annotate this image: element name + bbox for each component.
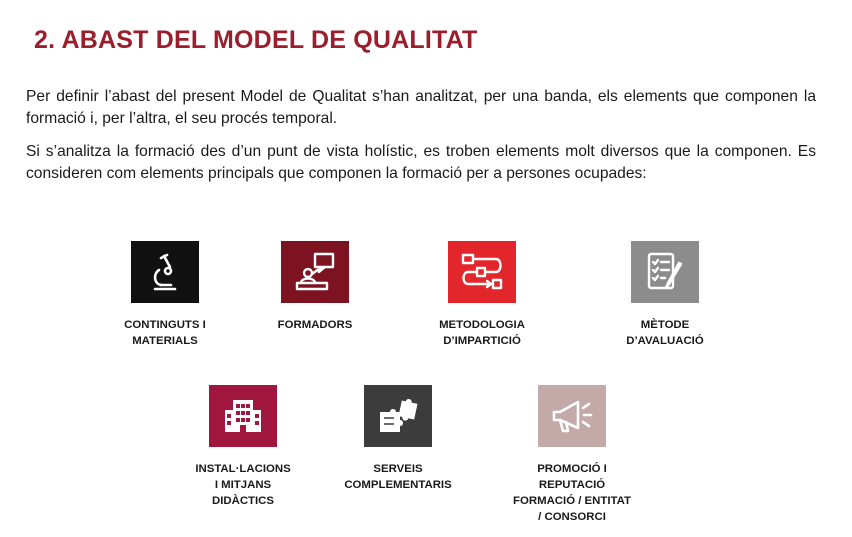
element-methodology [407, 241, 557, 349]
element-facilities [168, 385, 318, 509]
element-label: MÈTODE D’AVALUACIÓ [626, 319, 704, 347]
element-complementary-services [323, 385, 473, 493]
microscope-icon [141, 250, 189, 294]
element-label: CONTINGUTS I MATERIALS [124, 319, 206, 347]
section-title: 2. ABAST DEL MODEL DE QUALITAT [34, 26, 478, 54]
element-tile [209, 385, 277, 447]
element-tile [631, 241, 699, 303]
element-label: INSTAL·LACIONS I MITJANS DIDÀCTICS [195, 463, 291, 507]
element-contents-materials [90, 241, 240, 349]
element-tile [538, 385, 606, 447]
element-tile [281, 241, 349, 303]
holistic-paragraph: Si s’analitza la formació des d’un punt de vista holístic, es troben elements molt diversos que la componen. Es consideren com elements principals que componen la formació per a persones ocupades: [26, 143, 816, 182]
megaphone-icon [548, 394, 596, 438]
element-label: METODOLOGIA D’IMPARTICIÓ [439, 319, 525, 347]
element-promotion-reputation [497, 385, 647, 525]
element-label: FORMADORS [277, 319, 353, 331]
element-evaluation-method [590, 241, 740, 349]
element-tile [448, 241, 516, 303]
element-tile [364, 385, 432, 447]
element-label: SERVEIS COMPLEMENTARIS [344, 463, 452, 491]
element-tile [131, 241, 199, 303]
element-trainers [240, 241, 390, 333]
checklist-pencil-icon [641, 250, 689, 294]
intro-paragraph: Per definir l’abast del present Model de Qualitat s’han analitzat, per una banda, els elements que componen la formació i, per l’altra, el seu procés temporal. [26, 88, 816, 127]
flow-process-icon [458, 250, 506, 294]
buildings-icon [219, 394, 267, 438]
element-label: PROMOCIÓ I REPUTACIÓ FORMACIÓ / ENTITAT / CONSORCI [513, 463, 631, 523]
puzzle-icon [374, 394, 422, 438]
trainer-presentation-icon [291, 250, 339, 294]
